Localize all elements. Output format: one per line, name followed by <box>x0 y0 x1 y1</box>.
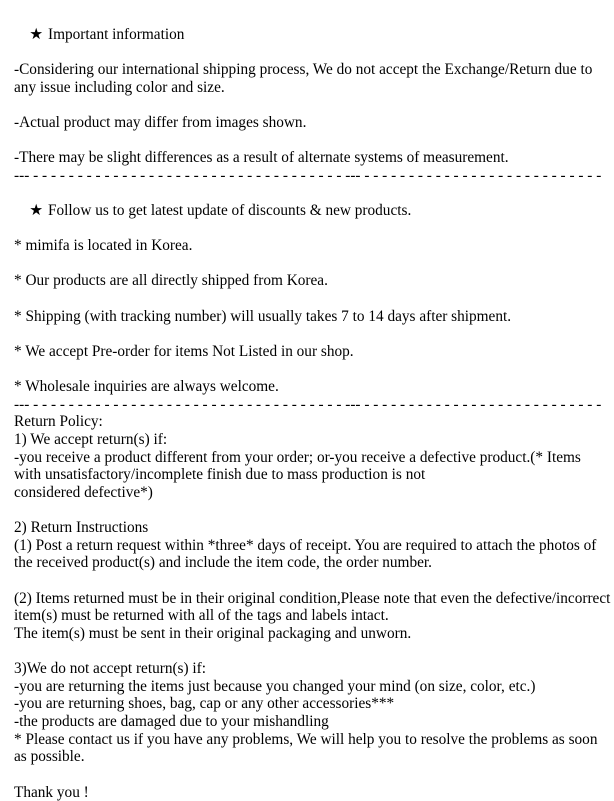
follow-us-line: * mimifa is located in Korea. <box>14 237 614 255</box>
return-policy-line: 2) Return Instructions <box>14 519 614 537</box>
star-icon: ★ <box>29 26 43 44</box>
follow-us-line: * Wholesale inquiries are always welcome. <box>14 378 614 396</box>
follow-us-line: * Shipping (with tracking number) will usually takes 7 to 14 days after shipment. <box>14 308 614 326</box>
dashed-divider: --- - - - - - - - - - - - - - - - - - - - - - - - - - - - - - - - - - - - --- - - - - - - - - - - - - - - - - - - - - - - - - - - - <box>14 396 614 414</box>
follow-us-line: * We accept Pre-order for items Not Listed in our shop. <box>14 343 614 361</box>
return-policy-title: Return Policy: <box>14 413 614 431</box>
return-policy-line: with unsatisfactory/incomplete finish due to mass production is not <box>14 466 614 484</box>
dashed-divider: --- - - - - - - - - - - - - - - - - - - - - - - - - - - - - - - - - - - - --- - - - - - - - - - - - - - - - - - - - - - - - - - - - <box>14 167 614 185</box>
return-policy-line: (1) Post a return request within *three* days of receipt. You are required to attach the photos of <box>14 537 614 555</box>
return-policy-line: considered defective*) <box>14 484 614 502</box>
blank-line <box>14 502 614 520</box>
important-info-heading <box>14 8 614 61</box>
return-policy-line: item(s) must be returned with all of the tags and labels intact. <box>14 607 614 625</box>
return-policy-line: -you receive a product different from your order; or-you receive a defective product.(* Items <box>14 449 614 467</box>
blank-line <box>14 325 614 343</box>
blank-line <box>14 361 614 379</box>
return-policy-line: -the products are damaged due to your mishandling <box>14 713 614 731</box>
return-policy-line: -you are returning shoes, bag, cap or any other accessories*** <box>14 695 614 713</box>
return-policy-line: -you are returning the items just because you changed your mind (on size, color, etc.) <box>14 678 614 696</box>
blank-line <box>14 290 614 308</box>
important-info-line: -Considering our international shipping process, We do not accept the Exchange/Return due to <box>14 61 614 79</box>
return-policy-line: 3)We do not accept return(s) if: <box>14 660 614 678</box>
return-policy-line: The item(s) must be sent in their original packaging and unworn. <box>14 625 614 643</box>
follow-us-heading <box>14 184 614 237</box>
return-policy-line: (2) Items returned must be in their original condition,Please note that even the defective/incorrect <box>14 590 614 608</box>
blank-line <box>14 131 614 149</box>
return-policy-line: 1) We accept return(s) if: <box>14 431 614 449</box>
blank-line <box>14 572 614 590</box>
blank-line <box>14 766 614 784</box>
star-icon: ★ <box>29 202 43 220</box>
blank-line <box>14 255 614 273</box>
follow-us-title: Follow us to get latest update of discounts & new products. <box>48 202 411 219</box>
blank-line <box>14 96 614 114</box>
blank-line <box>14 643 614 661</box>
important-info-line: -There may be slight differences as a result of alternate systems of measurement. <box>14 149 614 167</box>
closing-text: Thank you ! <box>14 784 614 801</box>
important-info-title: Important information <box>48 26 184 43</box>
follow-us-line: * Our products are all directly shipped from Korea. <box>14 272 614 290</box>
return-policy-line: as possible. <box>14 748 614 766</box>
return-policy-line: * Please contact us if you have any problems, We will help you to resolve the problems as soon <box>14 731 614 749</box>
important-info-line: any issue including color and size. <box>14 79 614 97</box>
return-policy-line: the received product(s) and include the item code, the order number. <box>14 554 614 572</box>
important-info-line: -Actual product may differ from images shown. <box>14 114 614 132</box>
